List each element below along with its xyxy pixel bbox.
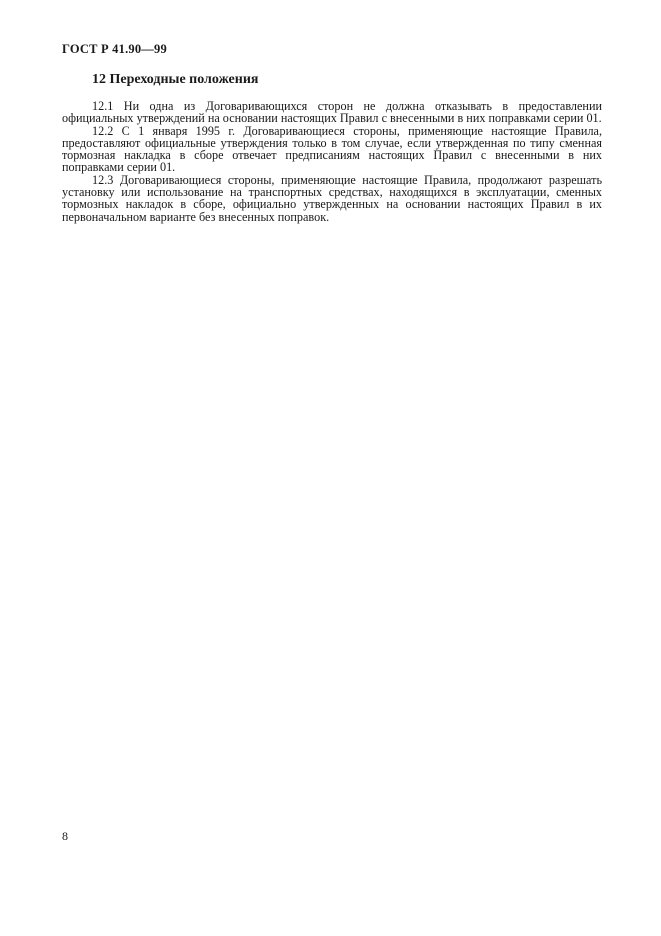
paragraph-12-2: 12.2 С 1 января 1995 г. Договаривающиеся стороны, применяющие настоящие Правила, предоставляют официальные утверждения только в том случае, если утвержденная по типу сменная тормозная накладка в сборе отвечает предписаниям настоящих Правил с внесенными в них поправками серии 01. (62, 123, 602, 175)
page-number: 8 (62, 829, 68, 843)
section-body (62, 100, 602, 223)
paragraph-12-3: 12.3 Договаривающиеся стороны, применяющие настоящие Правила, продолжают разрешать установку или использование на транспортных средствах, находящихся в эксплуатации, сменных тормозных накладок в сборе, официально утвержденных на основании настоящих Правил в их первоначальном варианте без внесенных поправок. (62, 172, 602, 224)
document-header: ГОСТ Р 41.90—99 (62, 42, 167, 56)
paragraph-12-1: 12.1 Ни одна из Договаривающихся сторон не должна отказывать в предоставлении официальных утверждений на основании настоящих Правил с внесенными в них поправками серии 01. (62, 99, 602, 126)
section-title: 12 Переходные положения (92, 72, 259, 87)
